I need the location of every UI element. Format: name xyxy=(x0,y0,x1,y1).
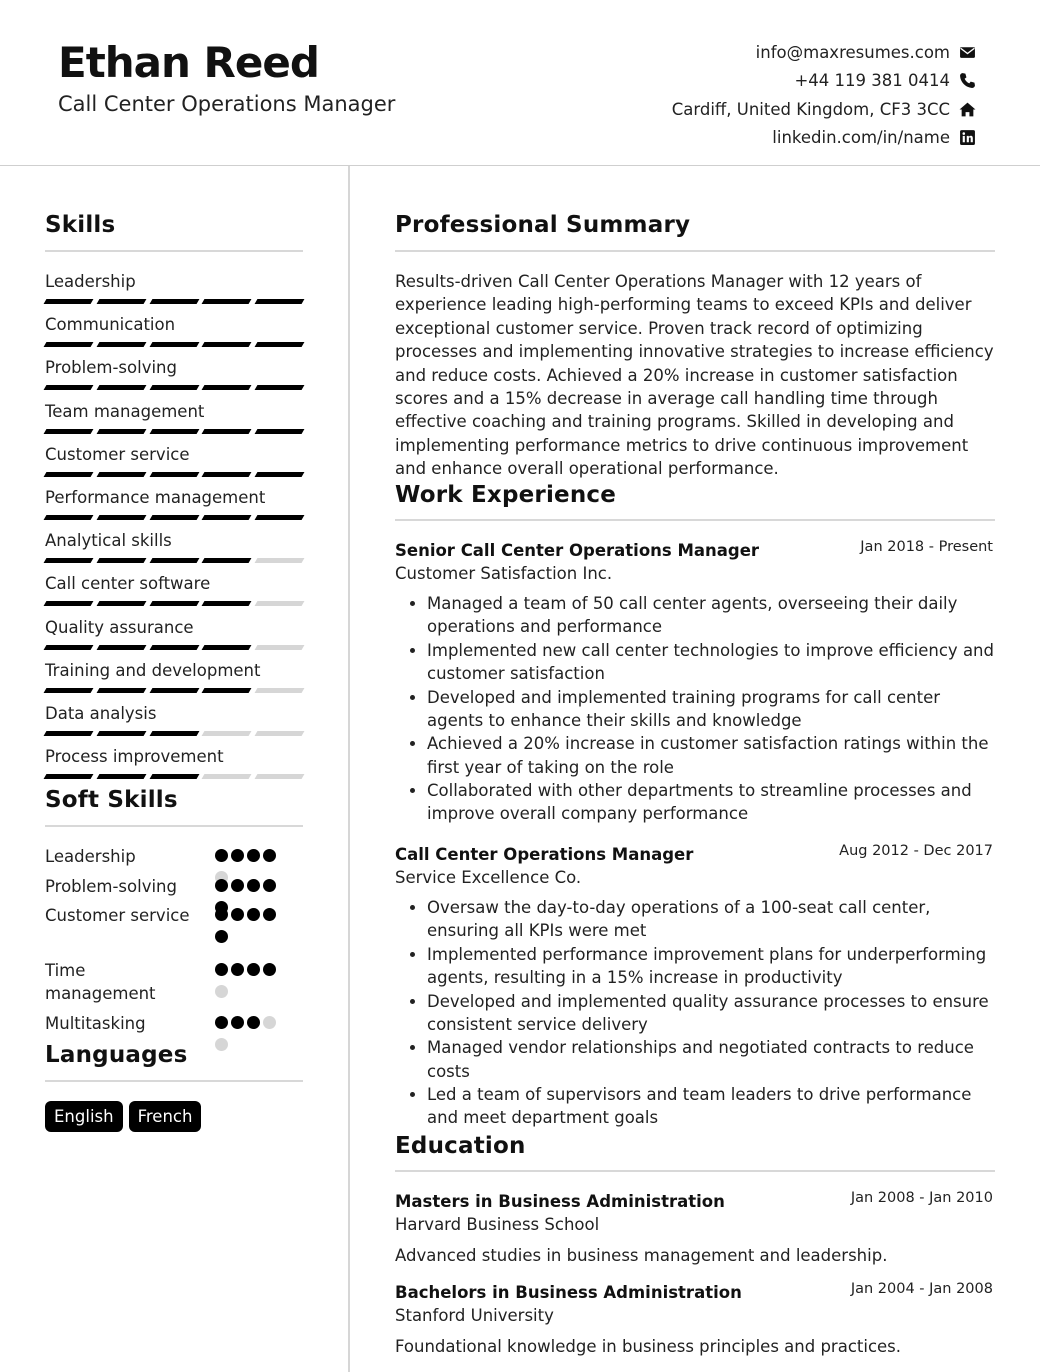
education-entry xyxy=(395,1281,995,1358)
skill-level-segment xyxy=(202,429,252,434)
education-date: Jan 2004 - Jan 2008 xyxy=(850,1281,993,1297)
experience-divider xyxy=(395,519,995,521)
skill-label: Communication xyxy=(45,315,176,335)
job-bullet: • Developed and implemented quality assurance processes to ensure consistent service delivery xyxy=(427,990,995,1037)
rating-dot xyxy=(215,930,228,943)
rating-dot xyxy=(231,849,244,862)
phone-icon xyxy=(958,72,976,90)
skill-label: Call center software xyxy=(45,574,211,594)
rating-dot xyxy=(215,985,228,998)
rating-dot xyxy=(215,1016,228,1029)
job-bullets xyxy=(395,896,995,1130)
soft-skill-rating xyxy=(215,908,290,943)
skill-label: Performance management xyxy=(45,488,266,507)
skill-level-segment xyxy=(202,601,252,606)
skill-level-segment xyxy=(96,299,146,304)
skill-label: Analytical skills xyxy=(45,531,172,551)
job-bullet: • Achieved a 20% increase in customer satisfaction ratings within the first year of taking on the role xyxy=(427,732,995,779)
education-divider xyxy=(395,1170,995,1172)
summary-divider xyxy=(395,250,995,252)
skill-level-segment xyxy=(96,601,146,606)
skill-level-segment xyxy=(202,299,252,304)
skill-label: Leadership xyxy=(45,272,136,291)
skill-level-segment xyxy=(255,558,305,563)
languages-heading: Languages xyxy=(45,1042,188,1068)
envelope-icon xyxy=(958,43,976,61)
skill-level-segment xyxy=(255,774,305,779)
skill-level-segment xyxy=(255,731,305,736)
education-entry xyxy=(395,1190,995,1267)
rating-dot xyxy=(263,849,276,862)
contact-email-text: info@maxresumes.com xyxy=(755,42,950,62)
skill-level-bar xyxy=(45,299,303,304)
skill-level-segment xyxy=(149,429,199,434)
skill-level-segment xyxy=(202,558,252,563)
education-school: Harvard Business School xyxy=(395,1215,600,1234)
skill-level-segment xyxy=(96,731,146,736)
skill-item xyxy=(45,703,303,736)
skill-level-bar xyxy=(45,515,303,520)
skill-level-segment xyxy=(149,688,199,693)
skill-level-segment xyxy=(202,688,252,693)
skill-item xyxy=(45,573,303,606)
contact-phone-text: +44 119 381 0414 xyxy=(794,71,950,91)
languages-divider xyxy=(45,1080,303,1082)
skill-level-segment xyxy=(255,515,305,520)
soft-skill-label: Customer service xyxy=(45,906,190,925)
skill-level-segment xyxy=(149,472,199,477)
job-bullet: • Implemented new call center technologies to improve efficiency and customer satisfaction xyxy=(427,639,995,686)
skill-level-bar xyxy=(45,342,303,347)
education-heading: Education xyxy=(395,1133,526,1159)
skill-level-segment xyxy=(202,385,252,390)
skill-level-bar xyxy=(45,429,303,434)
rating-dot xyxy=(263,879,276,892)
rating-dot xyxy=(247,908,260,921)
skills-divider xyxy=(45,250,303,252)
skill-level-segment xyxy=(202,342,252,347)
skill-item xyxy=(45,487,303,520)
skill-level-bar xyxy=(45,774,303,779)
job-date: Jan 2018 - Present xyxy=(860,539,993,555)
skill-level-segment xyxy=(255,299,305,304)
job-bullet: • Led a team of supervisors and team leaders to drive performance and meet department goals xyxy=(427,1083,995,1130)
linkedin-icon xyxy=(958,129,976,147)
job-bullet: • Developed and implemented training programs for call center agents to enhance their skills and knowledge xyxy=(427,686,995,733)
skill-level-bar xyxy=(45,688,303,693)
skill-level-segment xyxy=(96,645,146,650)
contact-linkedin-text: linkedin.com/in/name xyxy=(772,128,950,148)
skill-label: Training and development xyxy=(45,660,261,680)
soft-skills-divider xyxy=(45,825,303,827)
skill-level-segment xyxy=(202,774,252,779)
skill-level-segment xyxy=(149,558,199,563)
skill-level-segment xyxy=(255,385,305,390)
rating-dot xyxy=(215,963,228,976)
rating-dot xyxy=(231,1016,244,1029)
contact-phone[interactable] xyxy=(672,67,976,96)
skill-level-segment xyxy=(202,645,252,650)
job-bullets xyxy=(395,592,995,826)
contact-list xyxy=(672,38,976,152)
skill-level-segment xyxy=(96,385,146,390)
resume-header xyxy=(0,0,1040,166)
skill-label: Process improvement xyxy=(45,747,224,767)
skill-level-bar xyxy=(45,731,303,736)
skill-level-segment xyxy=(96,472,146,477)
rating-dot xyxy=(263,908,276,921)
contact-address xyxy=(672,95,976,124)
education-description: Advanced studies in business management and leadership. xyxy=(395,1246,888,1265)
language-tag: English xyxy=(45,1101,123,1132)
skill-item xyxy=(45,444,303,477)
job-company: Service Excellence Co. xyxy=(395,868,582,887)
skill-item xyxy=(45,530,303,563)
language-tag: French xyxy=(129,1101,202,1132)
skill-level-segment xyxy=(96,558,146,563)
skill-level-segment xyxy=(44,731,94,736)
rating-dot xyxy=(263,963,276,976)
skill-level-segment xyxy=(44,342,94,347)
skill-level-bar xyxy=(45,385,303,390)
soft-skills-heading: Soft Skills xyxy=(45,787,178,813)
skill-item xyxy=(45,617,303,650)
skill-level-segment xyxy=(149,731,199,736)
skill-level-segment xyxy=(44,558,94,563)
soft-skill-rating xyxy=(215,963,290,998)
candidate-name: Ethan Reed xyxy=(58,38,319,87)
job-bullet: • Managed a team of 50 call center agents, overseeing their daily operations and performance xyxy=(427,592,995,639)
skill-level-segment xyxy=(96,515,146,520)
job-title: Senior Call Center Operations Manager xyxy=(395,541,760,560)
skill-level-segment xyxy=(255,342,305,347)
skill-label: Customer service xyxy=(45,444,190,464)
rating-dot xyxy=(247,879,260,892)
skill-level-segment xyxy=(149,774,199,779)
job-title: Call Center Operations Manager xyxy=(395,845,694,864)
skill-item xyxy=(45,314,303,347)
skill-item xyxy=(45,746,303,779)
soft-skill-label: Problem-solving xyxy=(45,877,177,896)
skill-level-bar xyxy=(45,601,303,606)
job-company: Customer Satisfaction Inc. xyxy=(395,564,613,583)
rating-dot xyxy=(247,1016,260,1029)
rating-dot xyxy=(231,908,244,921)
skill-level-segment xyxy=(149,645,199,650)
skill-level-segment xyxy=(96,688,146,693)
job-bullet: • Managed vendor relationships and negotiated contracts to reduce costs xyxy=(427,1036,995,1083)
education-date: Jan 2008 - Jan 2010 xyxy=(850,1190,993,1206)
skill-item xyxy=(45,357,303,390)
rating-dot xyxy=(215,908,228,921)
summary-text: Results-driven Call Center Operations Manager with 12 years of experience leading high-performing teams to exceed KPIs and deliver exceptional customer service. Proven track record of optimizing processes and implementing innovative strategies to increase efficiency and reduce costs. Achieved a 20% increase in customer satisfaction scores and a 15% decrease in average call handling time through effective coaching and training programs. Skilled in developing and implementing performance metrics to drive continuous improvement and enhance overall operational performance. xyxy=(395,272,994,479)
job-entry xyxy=(395,843,995,1130)
rating-dot xyxy=(263,1016,276,1029)
contact-email[interactable] xyxy=(672,38,976,67)
skill-level-segment xyxy=(44,601,94,606)
education-degree: Masters in Business Administration xyxy=(395,1192,725,1211)
skill-level-segment xyxy=(149,342,199,347)
soft-skill-label: Multitasking xyxy=(45,1014,146,1033)
skill-level-segment xyxy=(96,342,146,347)
rating-dot xyxy=(215,1038,228,1051)
job-bullet: • Oversaw the day-to-day operations of a 100-seat call center, ensuring all KPIs were met xyxy=(427,896,995,943)
skill-level-segment xyxy=(149,515,199,520)
skill-level-bar xyxy=(45,472,303,477)
education-description: Foundational knowledge in business principles and practices. xyxy=(395,1337,902,1356)
skill-level-segment xyxy=(255,645,305,650)
skill-level-bar xyxy=(45,558,303,563)
skill-label: Team management xyxy=(45,401,205,421)
skill-level-segment xyxy=(96,774,146,779)
skill-level-segment xyxy=(202,731,252,736)
skill-level-segment xyxy=(44,472,94,477)
skill-level-segment xyxy=(44,645,94,650)
skill-level-segment xyxy=(255,601,305,606)
skill-level-bar xyxy=(45,645,303,650)
skill-level-segment xyxy=(44,688,94,693)
skill-level-segment xyxy=(202,472,252,477)
skill-level-segment xyxy=(44,299,94,304)
skill-label: Problem-solving xyxy=(45,358,177,378)
education-school: Stanford University xyxy=(395,1306,554,1325)
skill-level-segment xyxy=(255,472,305,477)
skill-label: Quality assurance xyxy=(45,617,194,637)
skill-level-segment xyxy=(202,515,252,520)
languages-list xyxy=(45,1101,201,1132)
education-degree: Bachelors in Business Administration xyxy=(395,1283,742,1302)
skill-level-segment xyxy=(44,385,94,390)
soft-skill-rating xyxy=(215,1016,290,1051)
rating-dot xyxy=(215,879,228,892)
skills-heading: Skills xyxy=(45,212,116,238)
skill-item xyxy=(45,401,303,434)
skill-level-segment xyxy=(149,601,199,606)
job-date: Aug 2012 - Dec 2017 xyxy=(839,843,993,859)
skill-item xyxy=(45,271,303,304)
skill-item xyxy=(45,660,303,693)
skill-level-segment xyxy=(149,385,199,390)
skill-level-segment xyxy=(44,429,94,434)
skill-level-segment xyxy=(255,429,305,434)
candidate-title: Call Center Operations Manager xyxy=(58,92,396,116)
skill-level-segment xyxy=(44,515,94,520)
skill-level-segment xyxy=(96,429,146,434)
rating-dot xyxy=(231,879,244,892)
skill-level-segment xyxy=(149,299,199,304)
left-column xyxy=(0,166,350,1372)
soft-skill-label: Leadership xyxy=(45,847,136,866)
rating-dot xyxy=(215,849,228,862)
experience-heading: Work Experience xyxy=(395,482,617,508)
job-bullet: • Implemented performance improvement plans for underperforming agents, resulting in a 15% increase in productivity xyxy=(427,943,995,990)
job-bullet: • Collaborated with other departments to streamline processes and improve overall company performance xyxy=(427,779,995,826)
job-entry xyxy=(395,539,995,826)
rating-dot xyxy=(247,963,260,976)
rating-dot xyxy=(231,963,244,976)
skill-level-segment xyxy=(255,688,305,693)
skill-label: Data analysis xyxy=(45,704,157,723)
rating-dot xyxy=(247,849,260,862)
soft-skill-label: Time management xyxy=(45,961,156,1003)
skill-level-segment xyxy=(44,774,94,779)
contact-address-text: Cardiff, United Kingdom, CF3 3CC xyxy=(671,99,950,119)
home-icon xyxy=(958,100,976,118)
contact-linkedin[interactable] xyxy=(672,124,976,153)
summary-heading: Professional Summary xyxy=(395,212,691,238)
